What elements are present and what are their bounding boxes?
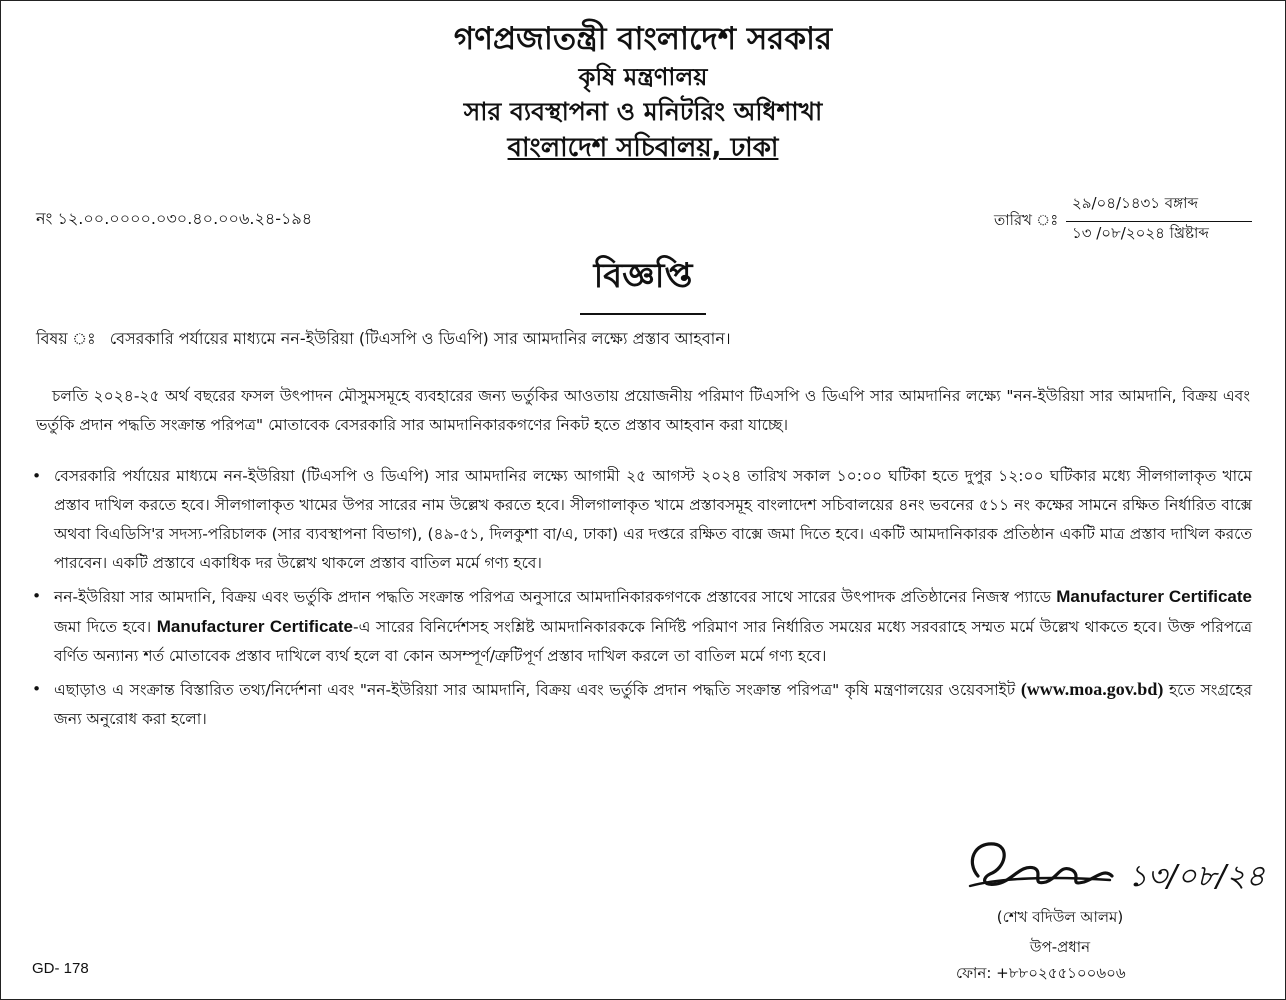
letterhead <box>0 18 1286 166</box>
bullet-icon: • <box>32 467 42 485</box>
office-address: বাংলাদেশ সচিবালয়, ঢাকা <box>507 133 779 163</box>
list-item <box>30 462 1252 578</box>
list-item <box>30 582 1252 671</box>
subject-label: বিষয় ঃ <box>36 329 96 348</box>
bullet-1-text: বেসরকারি পর্যায়ের মাধ্যমে নন-ইউরিয়া (টিএসপি ও ডিএপি) সার আমদানির লক্ষ্যে আগামী ২৫ আগস্ট ২০২৪ তারিখ সকাল ১০:০০ ঘটিকা হতে দুপুর ১২:০০ ঘটিকার মধ্যে সীলগালাকৃত খামে প্রস্তাব দাখিল করতে হবে। সীলগালাকৃত খামের উপর সারের নাম উল্লেখ করতে হবে। সীলগালাকৃত খামে প্রস্তাবসমূহ বাংলাদেশ সচিবালয়ের ৪নং ভবনের ৫১১ নং কক্ষের সামনে রক্ষিত নির্ধারিত বাক্সে অথবা বিএডিসি'র সদস্য-পরিচালক (সার ব্যবস্থাপনা বিভাগ), (৪৯-৫১, দিলকুশা বা/এ, ঢাকা) এর দপ্তরে রক্ষিত বাক্সে জমা দিতে হবে। একটি আমদানিকারক প্রতিষ্ঠান একটি মাত্র প্রস্তাব দাখিল করতে পারবেন। একটি প্রস্তাবে একাধিক দর উল্লেখ থাকলে প্রস্তাব বাতিল মর্মে গণ্য হবে। <box>54 467 1252 572</box>
signer-name: (শেখ বদিউল আলম) <box>996 908 1124 926</box>
bullet-2-text-a: নন-ইউরিয়া সার আমদানি, বিক্রয় এবং ভর্তুকি প্রদান পদ্ধতি সংক্রান্ত পরিপত্র অনুসারে আমদানিকারকগণকে প্রস্তাবের সাথে সারের উৎপাদক প্রতিষ্ঠানের নিজস্ব প্যাডে <box>54 588 1052 606</box>
notice-title: বিজ্ঞপ্তি <box>580 248 707 315</box>
subject-line <box>36 326 1256 353</box>
bullet-icon: • <box>32 587 42 605</box>
signature-date: ১৩/০৮/২৪ <box>1128 859 1266 894</box>
bullet-3-text-a: এছাড়াও এ সংক্রান্ত বিস্তারিত তথ্য/নির্দেশনা এবং "নন-ইউরিয়া সার আমদানি, বিক্রয় এবং ভর্তুকি প্রদান পদ্ধতি সংক্রান্ত পরিপত্র" কৃষি মন্ত্রণালয়ের ওয়েবসাইট <box>54 681 1016 699</box>
memo-number: নং ১২.০০.০০০০.০৩০.৪০.০০৬.২৪-১৯৪ <box>36 209 313 228</box>
bullet-icon: • <box>32 680 42 698</box>
bullet-2-text-b: জমা দিতে হবে। <box>54 618 152 636</box>
footer-code: GD- 178 <box>32 960 89 977</box>
handwritten-signature <box>960 828 1266 908</box>
bullet-2-text-c: -এ সারের বিনির্দেশসহ সংশ্লিষ্ট আমদানিকারককে নির্দিষ্ট পরিমাণ সার নির্ধারিত সময়ের মধ্যে সরবরাহে সম্মত মর্মে উল্লেখ থাকতে হবে। উক্ত পরিপত্রে বর্ণিত অন্যান্য শর্ত মোতাবেক প্রস্তাব দাখিলে ব্যর্থ হলে বা কোন অসম্পূর্ণ/ত্রুটিপূর্ণ প্রস্তাব দাখিল করলে তা বাতিল মর্মে গণ্য হবে। <box>54 618 1253 665</box>
ministry-website-link[interactable]: (www.moa.gov.bd) <box>1020 679 1164 699</box>
date-label: তারিখ ঃ <box>994 211 1059 229</box>
manufacturer-certificate-text: Manufacturer Certificate <box>156 617 353 636</box>
signer-block <box>955 902 1165 962</box>
government-name: গণপ্রজাতন্ত্রী বাংলাদেশ সরকার <box>453 21 833 57</box>
instruction-list <box>30 462 1252 738</box>
manufacturer-certificate-text: Manufacturer Certificate <box>1056 587 1252 606</box>
subject-text: বেসরকারি পর্যায়ের মাধ্যমে নন-ইউরিয়া (টিএসপি ও ডিএপি) সার আমদানির লক্ষ্যে প্রস্তাব আহবান। <box>109 329 731 348</box>
bullet-3-text-b: হতে সংগ্রহের জন্য অনুরোধ করা হলো। <box>54 681 1252 728</box>
notice-title-wrapper <box>0 248 1286 315</box>
signer-designation: উপ-প্রধান <box>1029 938 1091 956</box>
wing-name: সার ব্যবস্থাপনা ও মনিটরিং অধিশাখা <box>463 97 823 126</box>
date-english: ১৩ /০৮/২০২৪ খ্রিষ্টাব্দ <box>1072 224 1209 242</box>
list-item <box>30 675 1252 734</box>
ministry-name: কৃষি মন্ত্রণালয় <box>578 63 708 91</box>
date-block <box>994 192 1250 252</box>
signature-drawing <box>960 828 1266 908</box>
signer-phone: ফোন: +৮৮০২৫৫১০০৬০৬ <box>956 964 1126 982</box>
intro-paragraph: চলতি ২০২৪-২৫ অর্থ বছরের ফসল উৎপাদন মৌসুমসমূহে ব্যবহারের জন্য ভর্তুকির আওতায় প্রয়োজনীয় পরিমাণ টিএসপি ও ডিএপি সার আমদানির লক্ষ্যে "নন-ইউরিয়া সার আমদানি, বিক্রয় এবং ভর্তুকি প্রদান পদ্ধতি সংক্রান্ত পরিপত্র" মোতাবেক বেসরকারি সার আমদানিকারকগণের নিকট হতে প্রস্তাব আহবান করা যাচ্ছে। <box>36 387 1250 434</box>
date-bangla: ২৯/০৪/১৪৩১ বঙ্গাব্দ <box>1066 192 1252 222</box>
